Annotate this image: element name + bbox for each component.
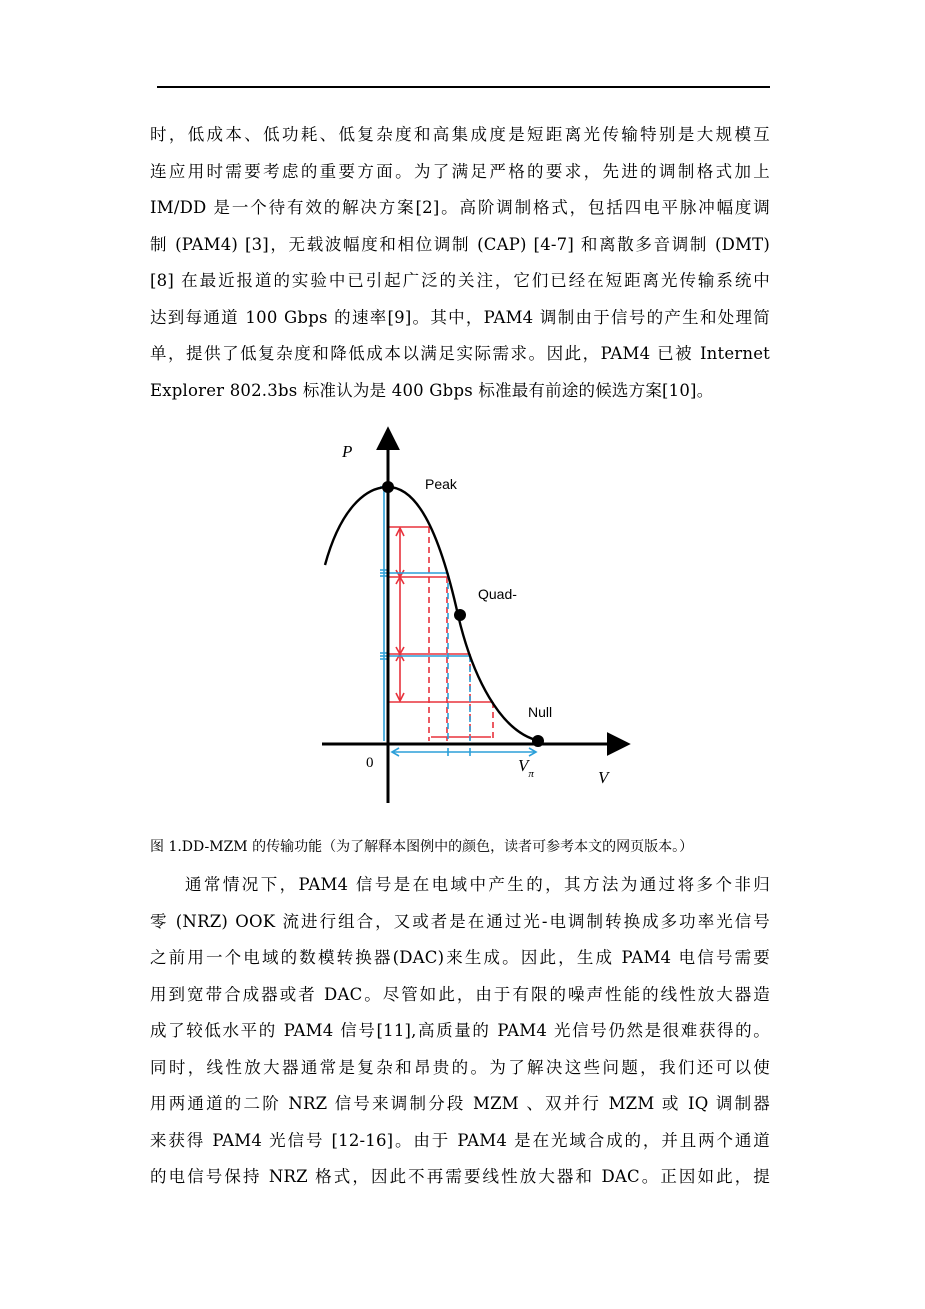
header-rule [157,86,770,88]
paragraph-1-line: 达到每通道 100 Gbps 的速率[9]。其中，PAM4 调制由于信号的产生和处理简 [150,307,770,327]
paragraph-2-line: 成了较低水平的 PAM4 信号[11],高质量的 PAM4 光信号仍然是很难获得的。 [150,1021,770,1040]
x-axis-label: V [598,768,609,787]
vpi-subscript: π [528,768,534,780]
quad-point [454,609,466,621]
origin-label: 0 [366,755,374,771]
paragraph-2-line: 之前用一个电域的数模转换器(DAC)来生成。因此，生成 PAM4 电信号需要 [150,948,770,967]
paragraph-1 [150,117,770,409]
figure-caption: 图 1.DD-MZM 的传输功能（为了解释本图例中的颜色，读者可参考本文的网页版本。） [150,839,694,855]
paragraph-1-line: 连应用时需要考虑的重要方面。为了满足严格的要求，先进的调制格式加上 [150,161,770,181]
transfer-curve [325,487,540,741]
paragraph-1-line: 制 (PAM4) [3]，无载波幅度和相位调制 (CAP) [4-7] 和离散多音调制 (DMT) [150,234,770,254]
ddmzm-transfer-figure [300,415,640,815]
peak-label: Peak [425,476,457,492]
paragraph-2-line: 同时，线性放大器通常是复杂和昂贵的。为了解决这些问题，我们还可以使 [150,1057,770,1077]
paragraph-2-line: 用两通道的二阶 NRZ 信号来调制分段 MZM 、双并行 MZM 或 IQ 调制器 [150,1094,770,1113]
paragraph-1-line: [8] 在最近报道的实验中已引起广泛的关注，它们已经在短距离光传输系统中 [150,271,770,290]
paragraph-2-line: 用到宽带合成器或者 DAC。尽管如此，由于有限的噪声性能的线性放大器造 [150,984,770,1004]
quad-label: Quad- [478,586,517,602]
y-axis-label: P [342,442,353,461]
paragraph-2 [150,867,770,1196]
red-level-lines [388,527,493,741]
peak-point [382,481,394,493]
paragraph-1-line: IM/DD 是一个待有效的解决方案[2]。高阶调制格式，包括四电平脉冲幅度调 [150,198,770,217]
paragraph-1-line: Explorer 802.3bs 标准认为是 400 Gbps 标准最有前途的候选方案[10]。 [150,380,714,400]
paragraph-1-line: 时，低成本、低功耗、低复杂度和高集成度是短距离光传输特别是大规模互 [150,125,770,144]
null-label: Null [528,704,553,720]
paragraph-2-line: 的电信号保持 NRZ 格式，因此不再需要线性放大器和 DAC。正因如此，提 [150,1167,770,1186]
paragraph-2-line: 零 (NRZ) OOK 流进行组合，又或者是在通过光-电调制转换成多功率光信号 [150,911,770,931]
paragraph-1-line: 单，提供了低复杂度和降低成本以满足实际需求。因此，PAM4 已被 Internet [150,344,770,363]
paragraph-2-line: 通常情况下，PAM4 信号是在电域中产生的，其方法为通过将多个非归 [185,875,770,894]
null-point [532,735,544,747]
vpi-main: V [518,756,529,775]
vpi-label [518,756,534,780]
paragraph-2-line: 来获得 PAM4 光信号 [12-16]。由于 PAM4 是在光域合成的，并且两个通道 [150,1130,770,1150]
